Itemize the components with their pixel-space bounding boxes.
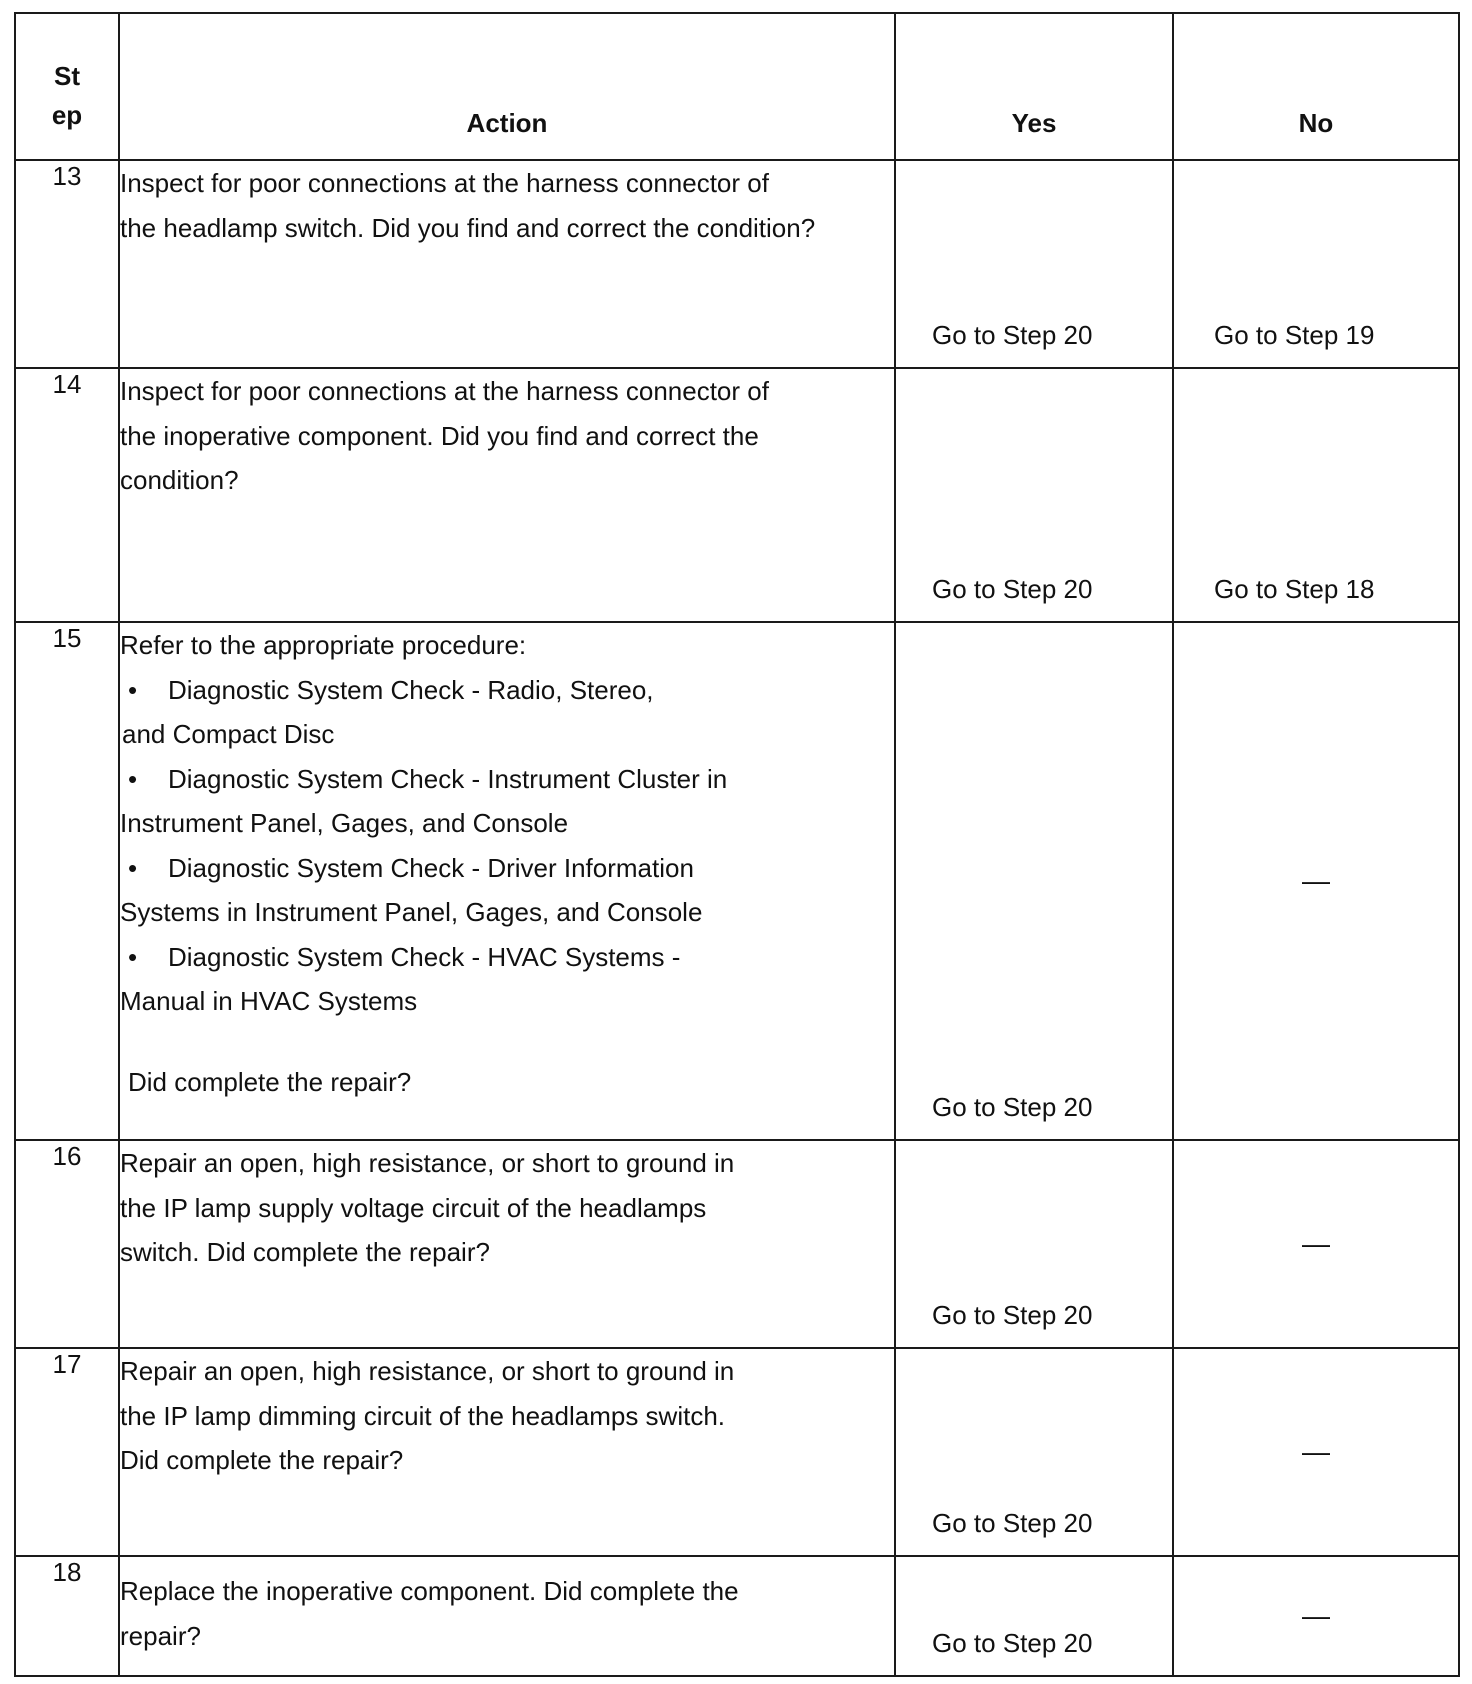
yes-link: Go to Step 20 bbox=[932, 1092, 1093, 1122]
bullet-item: • Diagnostic System Check - HVAC Systems - bbox=[120, 935, 894, 980]
no-cell bbox=[1173, 1140, 1459, 1348]
yes-cell bbox=[895, 368, 1173, 622]
yes-cell bbox=[895, 1556, 1173, 1676]
bullet-item: • Diagnostic System Check - Radio, Stereo, bbox=[120, 668, 894, 713]
bullet-glyph: • bbox=[128, 941, 138, 972]
no-cell bbox=[1173, 160, 1459, 368]
no-dash: — bbox=[1302, 865, 1330, 896]
header-row bbox=[15, 13, 1459, 160]
action-cell bbox=[119, 160, 895, 368]
no-cell bbox=[1173, 1348, 1459, 1556]
no-cell bbox=[1173, 1556, 1459, 1676]
action-cell bbox=[119, 1348, 895, 1556]
table-row bbox=[15, 368, 1459, 622]
action-line: repair? bbox=[120, 1620, 201, 1651]
action-line: Inspect for poor connections at the harness connector of bbox=[120, 168, 769, 198]
yes-link: Go to Step 20 bbox=[932, 320, 1093, 350]
header-yes: Yes bbox=[895, 13, 1173, 160]
action-line: the headlamp switch. Did you find and correct the condition? bbox=[120, 212, 816, 243]
no-dash: — bbox=[1302, 1436, 1330, 1467]
no-dash: — bbox=[1302, 1600, 1330, 1631]
header-step: St ep bbox=[15, 13, 119, 160]
action-cell bbox=[119, 622, 895, 1140]
no-cell bbox=[1173, 368, 1459, 622]
yes-link: Go to Step 20 bbox=[932, 1508, 1093, 1538]
yes-cell bbox=[895, 160, 1173, 368]
yes-link: Go to Step 20 bbox=[932, 1300, 1093, 1330]
action-intro: Refer to the appropriate procedure: bbox=[120, 630, 527, 660]
step-number: 13 bbox=[15, 160, 119, 368]
table-row bbox=[15, 622, 1459, 1140]
no-cell bbox=[1173, 622, 1459, 1140]
yes-cell bbox=[895, 1348, 1173, 1556]
step-number: 14 bbox=[15, 368, 119, 622]
action-line: the IP lamp supply voltage circuit of the headlamps bbox=[120, 1192, 707, 1223]
yes-link: Go to Step 20 bbox=[932, 574, 1093, 604]
bullet-continuation: and Compact Disc bbox=[122, 719, 335, 749]
action-line: switch. Did complete the repair? bbox=[120, 1237, 490, 1267]
bullet-continuation: Manual in HVAC Systems bbox=[120, 986, 418, 1016]
action-line: the inoperative component. Did you find and correct the bbox=[120, 420, 759, 451]
header-action: Action bbox=[119, 13, 895, 160]
table-row bbox=[15, 1556, 1459, 1676]
action-line: Inspect for poor connections at the harness connector of bbox=[120, 376, 769, 406]
action-line: Repair an open, high resistance, or short to ground in bbox=[120, 1148, 735, 1178]
bullet-glyph: • bbox=[128, 674, 138, 705]
action-cell bbox=[119, 368, 895, 622]
no-link: Go to Step 19 bbox=[1214, 320, 1375, 350]
bullet-item: • Diagnostic System Check - Instrument Cluster in bbox=[120, 757, 894, 802]
bullet-item: • Diagnostic System Check - Driver Information bbox=[120, 846, 894, 891]
yes-cell bbox=[895, 1140, 1173, 1348]
bullet-continuation: Instrument Panel, Gages, and Console bbox=[120, 808, 569, 838]
table-row bbox=[15, 1348, 1459, 1556]
diagnostic-table bbox=[14, 12, 1460, 1677]
no-link: Go to Step 18 bbox=[1214, 574, 1375, 604]
step-number: 16 bbox=[15, 1140, 119, 1348]
no-dash: — bbox=[1302, 1228, 1330, 1259]
action-line: Repair an open, high resistance, or short to ground in bbox=[120, 1356, 735, 1386]
step-number: 18 bbox=[15, 1556, 119, 1676]
bullet-continuation: Systems in Instrument Panel, Gages, and Console bbox=[120, 897, 703, 927]
action-cell bbox=[119, 1140, 895, 1348]
action-question: Did complete the repair? bbox=[128, 1066, 412, 1097]
yes-link: Go to Step 20 bbox=[932, 1628, 1093, 1658]
table-row bbox=[15, 1140, 1459, 1348]
bullet-glyph: • bbox=[128, 852, 138, 883]
action-cell bbox=[119, 1556, 895, 1676]
table-row bbox=[15, 160, 1459, 368]
action-line: Replace the inoperative component. Did complete the bbox=[120, 1576, 739, 1606]
action-line: condition? bbox=[120, 465, 239, 495]
action-line: Did complete the repair? bbox=[120, 1445, 404, 1475]
action-line: the IP lamp dimming circuit of the headlamps switch. bbox=[120, 1400, 726, 1431]
header-no: No bbox=[1173, 13, 1459, 160]
step-number: 15 bbox=[15, 622, 119, 1140]
yes-cell bbox=[895, 622, 1173, 1140]
bullet-glyph: • bbox=[128, 763, 138, 794]
step-number: 17 bbox=[15, 1348, 119, 1556]
